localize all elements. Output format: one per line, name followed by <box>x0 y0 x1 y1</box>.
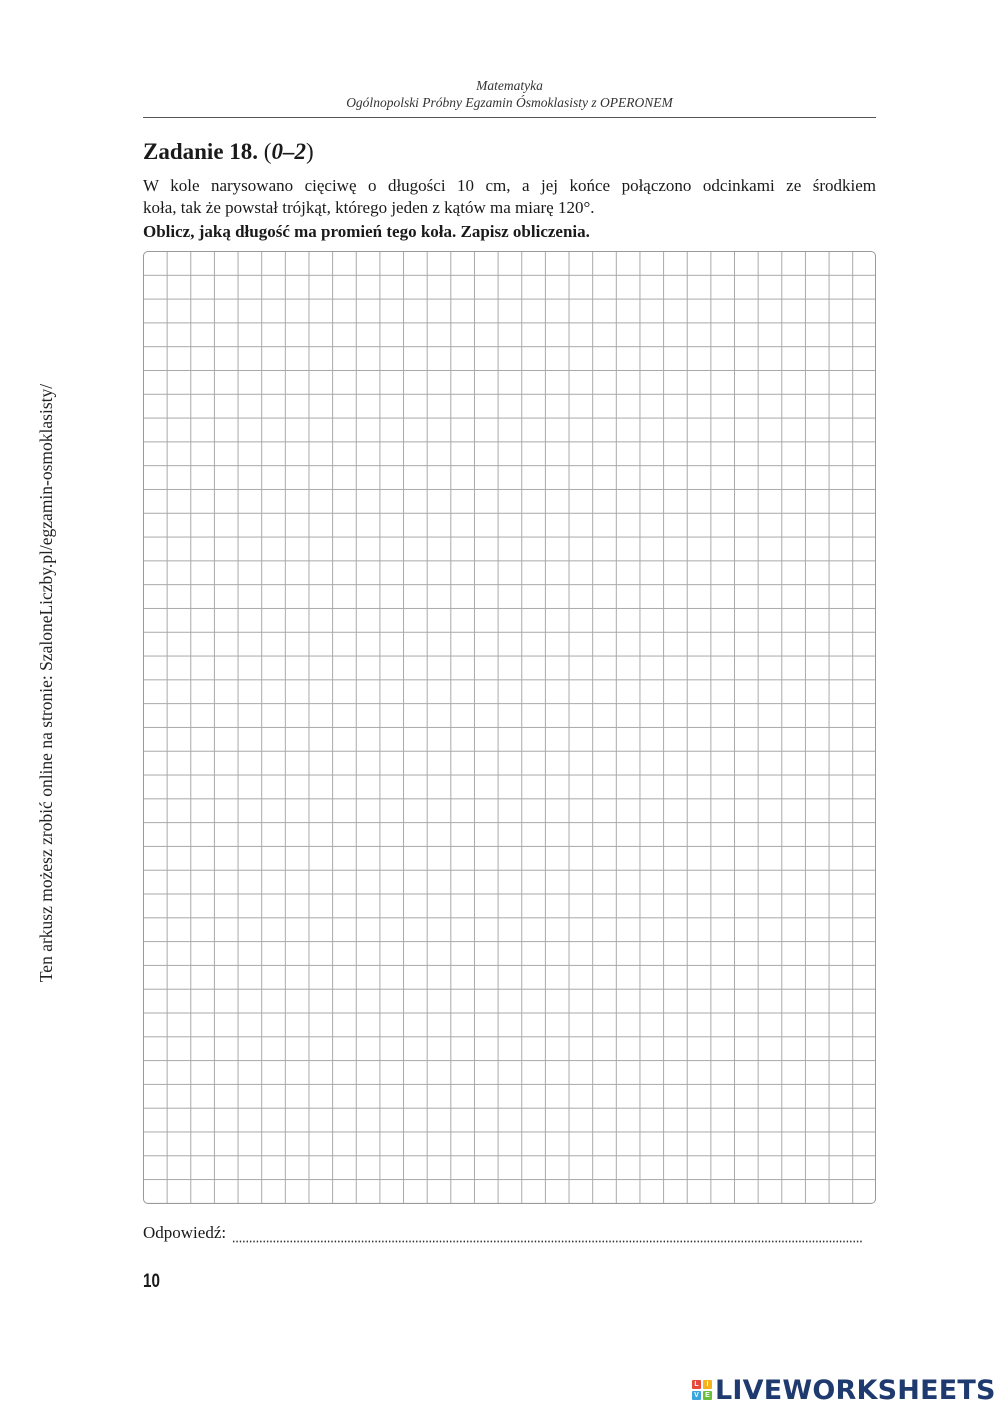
liveworksheets-logo-icon: L I V E <box>692 1380 712 1400</box>
page-number: 10 <box>143 1271 160 1292</box>
answer-line[interactable] <box>143 1222 876 1244</box>
header-subject: Matematyka <box>476 78 543 93</box>
task-instruction: Oblicz, jaką długość ma promień tego koła. Zapisz obliczenia. <box>143 222 590 241</box>
task-points: (0–2) <box>263 139 314 164</box>
task-title <box>143 138 314 166</box>
task-number: Zadanie 18. <box>143 139 259 164</box>
header-exam-title: Ogólnopolski Próbny Egzamin Ósmoklasisty z OPERONEM <box>346 95 673 110</box>
page-header <box>143 77 876 111</box>
calculation-grid[interactable] <box>143 251 876 1204</box>
task-content <box>143 175 876 219</box>
task-content-line-1: W kole narysowano cięciwę o długości 10 cm, a jej końce połączono odcinkami ze środkiem <box>143 176 876 195</box>
answer-label: Odpowiedź: <box>143 1223 227 1242</box>
answer-dotted-line[interactable] <box>232 1228 862 1244</box>
side-note: Ten arkusz możesz zrobić online na stronie: SzaloneLiczby.pl/egzamin-osmoklasisty/ <box>36 383 56 983</box>
brand-name: LIVEWORKSHEETS <box>715 1374 996 1406</box>
header-divider <box>143 117 876 118</box>
task-content-line-2: koła, tak że powstał trójkąt, którego jeden z kątów ma miarę 120°. <box>143 198 595 217</box>
brand-footer <box>692 1374 996 1406</box>
